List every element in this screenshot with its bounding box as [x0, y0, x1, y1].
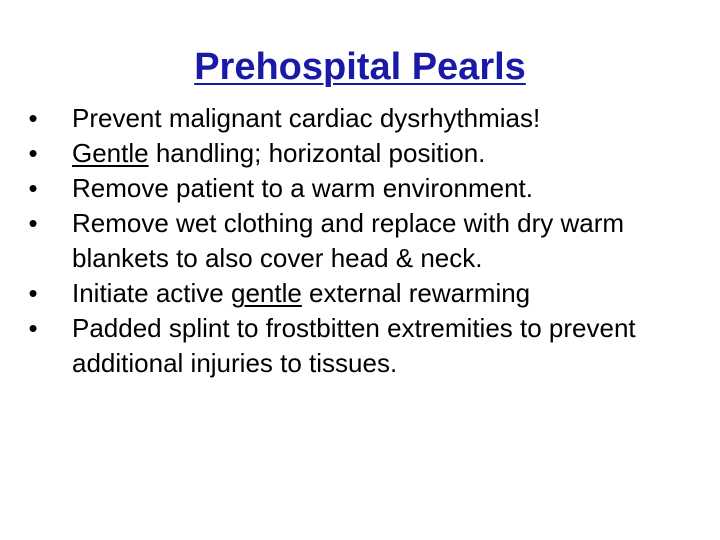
- bullet-dot-icon: •: [28, 173, 38, 203]
- bullet-text: Remove patient to a warm environment.: [72, 173, 533, 203]
- bullet-dot-icon: •: [28, 103, 38, 133]
- bullet-emphasis: Gentle: [72, 138, 149, 168]
- slide-title-text: Prehospital Pearls: [194, 46, 526, 88]
- bullet-text: handling; horizontal position.: [148, 138, 486, 168]
- bullet-dot-icon: •: [28, 313, 38, 343]
- bullet-emphasis: gentle: [230, 278, 302, 308]
- bullet-text: external rewarming: [301, 278, 531, 308]
- bullet-item: [26, 101, 706, 136]
- bullet-dot-icon: •: [28, 278, 38, 308]
- bullet-item: [26, 311, 706, 381]
- bullet-list: [26, 101, 706, 381]
- bullet-text: Prevent malignant cardiac dysrhythmias!: [72, 103, 541, 133]
- bullet-item: [26, 276, 706, 311]
- bullet-dot-icon: •: [28, 208, 38, 238]
- bullet-item: [26, 171, 706, 206]
- slide-title: [0, 43, 720, 91]
- bullet-dot-icon: •: [28, 138, 38, 168]
- bullet-item: [26, 206, 706, 276]
- bullet-item: [26, 136, 706, 171]
- bullet-text: Remove wet clothing and replace with dry warm blankets to also cover head & neck.: [72, 208, 625, 273]
- bullet-text-pre: Initiate active: [72, 278, 231, 308]
- bullet-text: Padded splint to frostbitten extremities to prevent additional injuries to tissues.: [72, 313, 636, 378]
